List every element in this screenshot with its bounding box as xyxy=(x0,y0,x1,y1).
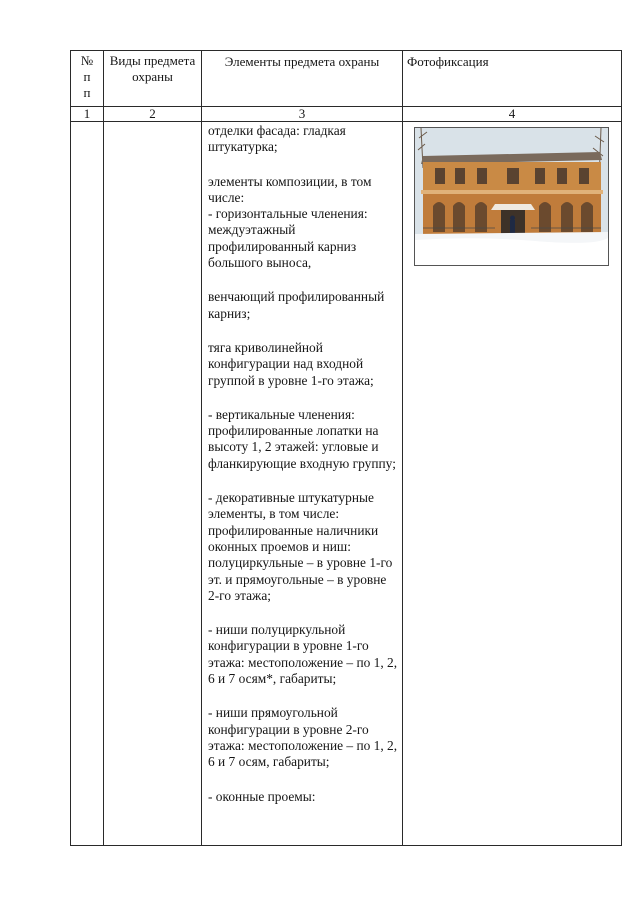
facade-photo-icon xyxy=(415,128,608,265)
element-paragraph: элементы композиции, в том числе: - горизонтальные членения: междуэтажный профилированный карниз большого выноса, xyxy=(208,173,372,271)
protection-elements-table xyxy=(70,50,622,846)
header-elements: Элементы предмета охраны xyxy=(202,51,403,107)
element-paragraph: венчающий профилированный карниз; xyxy=(208,289,385,321)
table-header-row xyxy=(71,51,622,107)
column-number: 1 xyxy=(71,107,104,122)
building-facade-photo xyxy=(414,127,609,266)
column-number-row xyxy=(71,107,622,122)
column-number: 2 xyxy=(104,107,202,122)
row-number-cell xyxy=(71,122,104,846)
header-number xyxy=(71,51,104,107)
element-paragraph: - вертикальные членения: профилированные лопатки на высоту 1, 2 этажей: угловые и фланкирующие входную группу; xyxy=(208,406,396,471)
table-row xyxy=(71,122,622,846)
header-photo: Фотофиксация xyxy=(403,51,622,107)
column-number: 4 xyxy=(403,107,622,122)
header-number-line: п xyxy=(83,85,91,100)
element-paragraph: тяга криволинейной конфигурации над входной группой в уровне 1-го этажа; xyxy=(208,339,374,388)
element-paragraph: отделки фасада: гладкая штукатурка; xyxy=(208,123,346,155)
row-kind-cell xyxy=(104,122,202,846)
element-paragraph: - ниши полуциркульной конфигурации в уровне 1-го этажа: местоположение – по 1, 2, 6 и 7 осям*, габариты; xyxy=(208,622,398,687)
header-kinds: Виды предмета охраны xyxy=(104,51,202,107)
element-paragraph: - ниши прямоугольной конфигурации в уровне 2-го этажа: местоположение – по 1, 2, 6 и 7 осям, габариты; xyxy=(208,705,398,770)
row-photo-cell xyxy=(403,122,622,846)
column-number: 3 xyxy=(202,107,403,122)
header-number-line: п xyxy=(83,69,91,84)
element-paragraph: - оконные проемы: xyxy=(208,788,316,804)
element-paragraph: - декоративные штукатурные элементы, в том числе: профилированные наличники оконных проемов и ниш: полуциркульные – в уровне 1-го эт. и прямоугольные – в уровне 2-го этажа; xyxy=(208,490,393,603)
row-elements-cell xyxy=(202,122,403,846)
header-number-line: № xyxy=(80,53,94,68)
